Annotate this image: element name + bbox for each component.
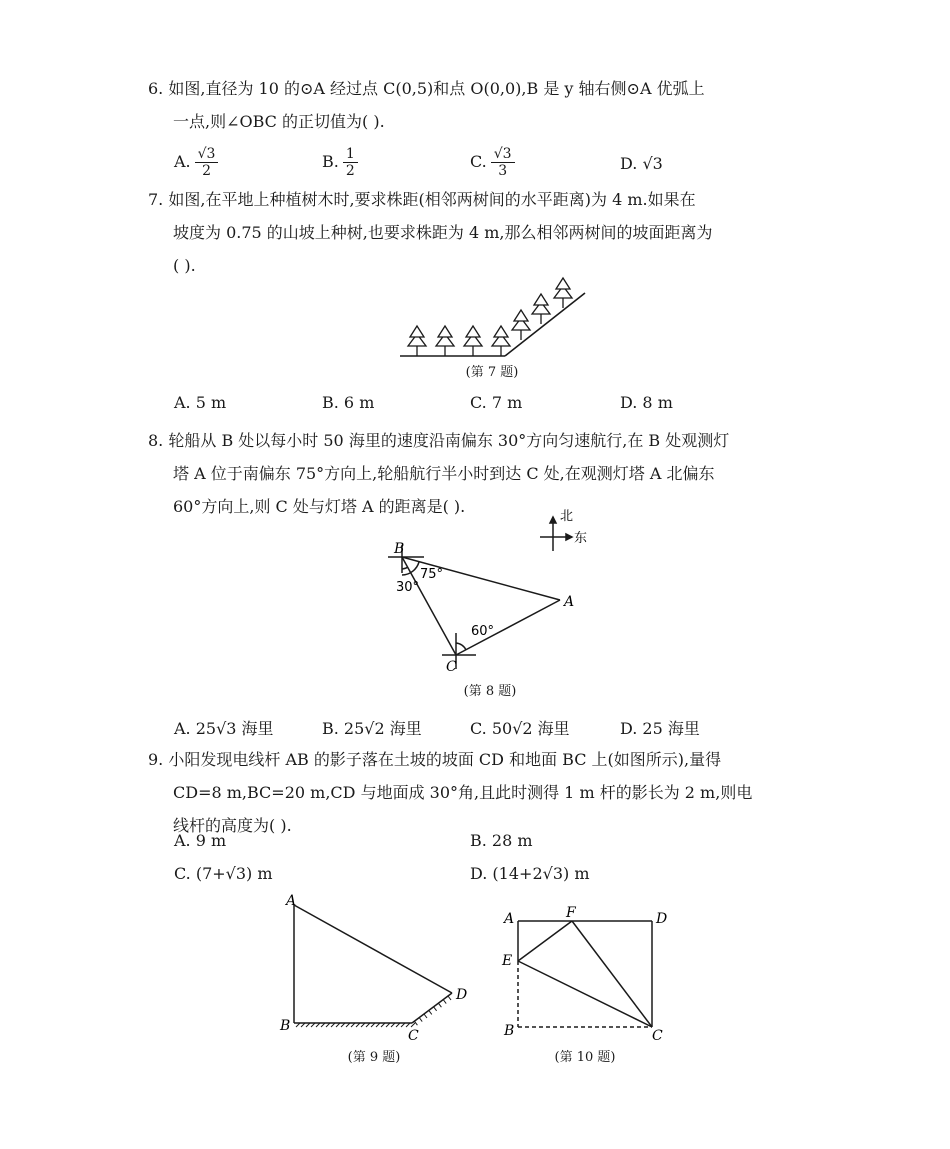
question-7-line-1: 7. 如图,在平地上种植树木时,要求株距(相邻两树间的水平距离)为 4 m.如果在 [148,190,696,209]
fig10-label-D: D [656,911,668,927]
question-7-options [174,393,814,423]
angle-30-label: 30° [396,580,420,595]
figure-10-caption: (第 10 题) [554,1050,616,1065]
q6-option-a: A. $\frac{√3}{2}$ [174,146,222,179]
fig10-label-F: F [566,905,576,921]
q7-option-a: A. 5 m [174,393,227,412]
q9-option-d: D. (14+2√3) m [470,864,590,883]
q8-option-a: A. 25√3 海里 [174,719,274,738]
q6-option-d: D. √3 [620,154,663,173]
q7-option-d: D. 8 m [620,393,673,412]
tree-icon [554,278,572,308]
fig10-label-A: A [504,911,515,927]
figure-9-pole-shadow [280,893,480,1043]
figure-7-caption: (第 7 题) [465,365,519,380]
q6-option-b: B. $\frac{1}{2}$ [322,146,362,179]
figure-8-triangle [380,505,620,685]
compass-north-label: 北 [560,509,574,524]
label-B: B [394,541,405,557]
question-6-options [174,146,814,179]
question-9-line-3: 线杆的高度为( ). [173,816,292,835]
question-7-line-2: 坡度为 0.75 的山坡上种树,也要求株距为 4 m,那么相邻两树间的坡面距离为 [173,223,713,242]
figure-10-rectangle [500,903,680,1043]
q8-option-b: B. 25√2 海里 [322,719,422,738]
tree-icon [408,326,426,356]
fig10-label-B: B [504,1023,515,1039]
q9-option-a: A. 9 m [174,831,227,850]
figure-9-caption: (第 9 题) [347,1050,401,1065]
question-6-line-2: 一点,则∠OBC 的正切值为( ). [173,112,385,131]
question-9-options-row-1 [174,831,814,861]
tree-icon [464,326,482,356]
q7-option-b: B. 6 m [322,393,375,412]
q9-option-c: C. (7+√3) m [174,864,273,883]
question-8-line-1: 8. 轮船从 B 处以每小时 50 海里的速度沿南偏东 30°方向匀速航行,在 B 处观测灯 [148,431,730,450]
figure-7-trees [395,268,595,368]
angle-60-label: 60° [471,624,495,639]
fig10-label-E: E [502,953,513,969]
figure-8-caption: (第 8 题) [463,684,517,699]
label-C: C [446,659,457,675]
tree-icon [436,326,454,356]
compass-east-label: 东 [574,531,588,546]
q6-option-c: C. $\frac{√3}{3}$ [470,146,519,179]
fig10-label-C: C [652,1028,663,1044]
question-6-line-1: 6. 如图,直径为 10 的⊙A 经过点 C(0,5)和点 O(0,0),B 是 y 轴右侧⊙A 优弧上 [148,79,705,98]
angle-75-label: 75° [420,567,444,582]
question-8-options [174,716,814,746]
label-A: A [564,594,575,610]
question-7-line-3: ( ). [173,256,196,275]
q9-option-b: B. 28 m [470,831,533,850]
fig9-label-C: C [408,1028,419,1044]
question-9 [148,743,808,842]
fig9-label-A: A [286,893,297,909]
tree-icon [512,310,530,340]
fig9-label-B: B [280,1018,291,1034]
q7-option-c: C. 7 m [470,393,523,412]
q8-option-c: C. 50√2 海里 [470,719,570,738]
question-9-line-1: 9. 小阳发现电线杆 AB 的影子落在土坡的坡面 CD 和地面 BC 上(如图所示),量得 [148,750,722,769]
fig9-label-D: D [456,987,468,1003]
question-9-line-2: CD=8 m,BC=20 m,CD 与地面成 30°角,且此时测得 1 m 杆的影长为 2 m,则电 [173,783,753,802]
tree-icon [532,294,550,324]
tree-icon [492,326,510,356]
q8-option-d: D. 25 海里 [620,719,700,738]
question-8-line-3: 60°方向上,则 C 处与灯塔 A 的距离是( ). [173,497,466,516]
question-8-line-2: 塔 A 位于南偏东 75°方向上,轮船航行半小时到达 C 处,在观测灯塔 A 北偏东 [173,464,715,483]
question-6 [148,72,808,138]
question-9-options-row-2 [174,864,814,894]
